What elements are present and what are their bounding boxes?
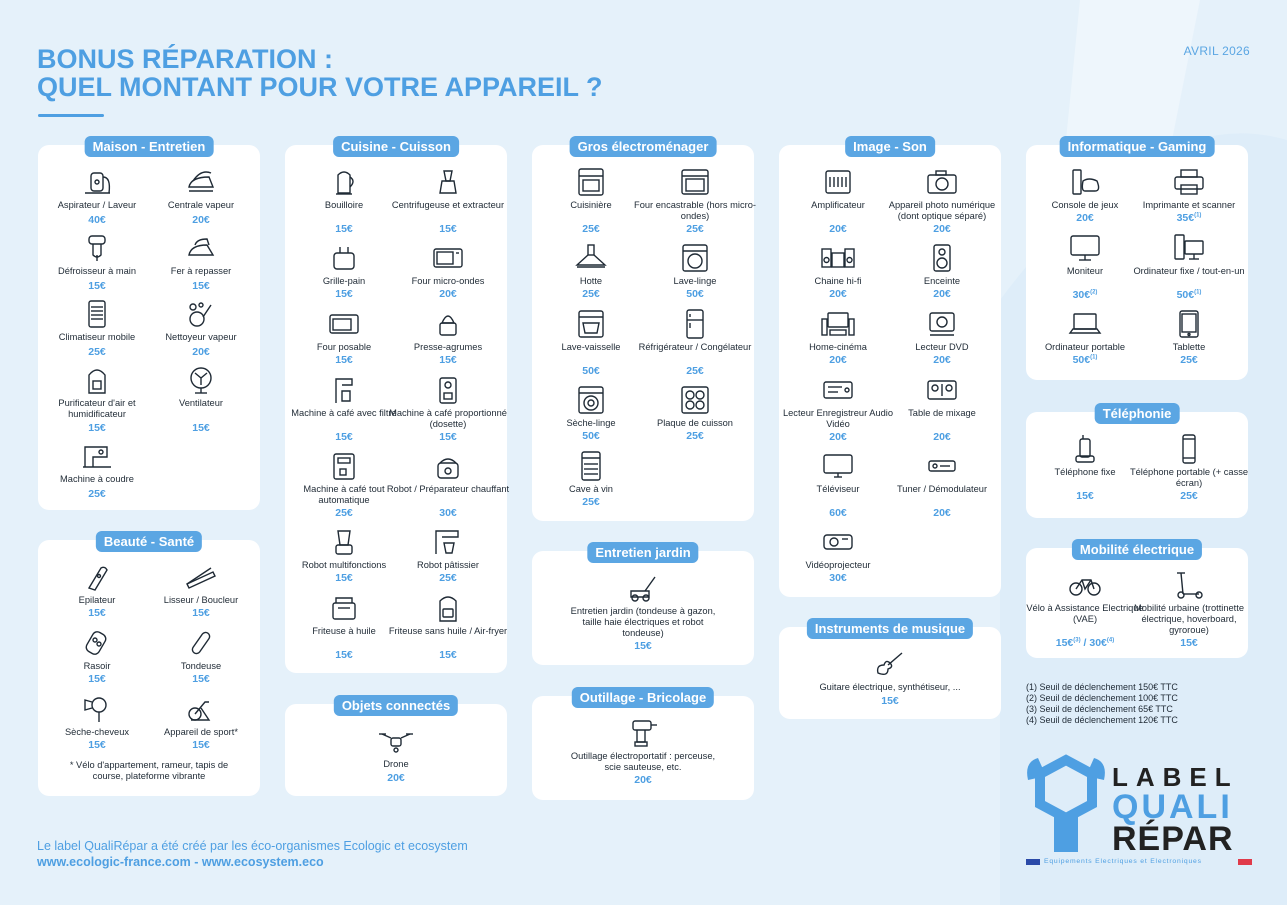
- mini-oven-icon: [324, 309, 364, 339]
- amount-with-footnote: 50€$^{(1)}$: [1176, 289, 1202, 301]
- card-outillage-bricolage: [532, 690, 754, 800]
- logo-word-quali: QUALI: [1112, 788, 1233, 826]
- logo-mark-icon: [1024, 752, 1108, 856]
- page-title: BONUS RÉPARATION :: [37, 44, 333, 74]
- title-underline: [38, 114, 104, 117]
- recorder-icon: [818, 375, 858, 405]
- air-purifier-icon: [77, 365, 117, 395]
- logo-word-label: LABEL: [1112, 762, 1239, 792]
- section-title: Instruments de musique: [807, 618, 973, 639]
- item-lisseur: Lisseur / Boucleur 15€: [139, 562, 263, 606]
- item-micro-ondes: Four micro-ondes 20€: [386, 243, 510, 287]
- item-seche-cheveux: Sèche-cheveux 15€: [35, 694, 159, 738]
- footnote-line: (2) Seuil de déclenchement 100€ TTC: [1026, 693, 1178, 703]
- item-chaine-hifi: Chaine hi-fi 20€: [776, 243, 900, 287]
- section-title: Informatique - Gaming: [1060, 136, 1215, 157]
- laptop-icon: [1065, 309, 1105, 339]
- amount-with-footnote: 50€$^{(1)}$: [1072, 354, 1098, 366]
- item-mobilite-urbaine: Mobilité urbaine (trottinette électrique, hoverboard, gyroroue) 15€: [1127, 570, 1251, 635]
- game-console-icon: [1065, 167, 1105, 197]
- item-outillage: Outillage électroportatif : perceuse, scie sauteuse, etc. 20€: [568, 718, 718, 773]
- item-epilateur: Epilateur 15€: [35, 562, 159, 606]
- item-centrifugeuse: Centrifugeuse et extracteur 15€: [386, 167, 510, 211]
- microwave-icon: [428, 243, 468, 273]
- section-title: Image - Son: [845, 136, 935, 157]
- item-imprimante: Imprimante et scanner 35€$^{(1)}$: [1127, 167, 1251, 211]
- item-ventilateur: Ventilateur 15€: [139, 365, 263, 409]
- card-instruments-musique: [779, 621, 1001, 719]
- card-gros-electromenager: [532, 139, 756, 521]
- hifi-icon: [818, 243, 858, 273]
- item-tondeuse: Tondeuse 15€: [139, 628, 263, 672]
- speaker-icon: [922, 243, 962, 273]
- footnote-line: (4) Seuil de déclenchement 120€ TTC: [1026, 715, 1178, 725]
- footer-credit: Le label QualiRépar a été créé par les éco-organismes Ecologic et ecosystem: [37, 839, 468, 853]
- item-aspirateur: Aspirateur / Laveur 40€: [35, 167, 159, 211]
- home-cinema-icon: [818, 309, 858, 339]
- item-air-fryer: Friteuse sans huile / Air-fryer 15€: [386, 593, 510, 637]
- scooter-icon: [1169, 570, 1209, 600]
- item-climatiseur: Climatiseur mobile 25€: [35, 299, 159, 343]
- washing-machine-icon: [675, 243, 715, 273]
- logo-subtitle: Equipements Electriques et Electroniques: [1044, 858, 1202, 865]
- air-conditioner-icon: [77, 299, 117, 329]
- item-telephone-fixe: Téléphone fixe 15€: [1023, 434, 1147, 478]
- card-entretien-jardin: [532, 545, 754, 665]
- tuner-icon: [922, 451, 962, 481]
- dishwasher-icon: [571, 309, 611, 339]
- hob-icon: [675, 385, 715, 415]
- item-cave-vin: Cave à vin 25€: [529, 451, 653, 495]
- qualirepar-logo: [1024, 752, 1254, 872]
- footnote-line: (3) Seuil de déclenchement 65€ TTC: [1026, 704, 1173, 714]
- card-beaute-sante: [38, 534, 260, 796]
- section-title: Outillage - Bricolage: [572, 687, 714, 708]
- item-four-posable: Four posable 15€: [282, 309, 406, 353]
- vacuum-icon: [77, 167, 117, 197]
- item-robot-multifonctions: Robot multifonctions 15€: [282, 527, 406, 571]
- juicer-icon: [428, 167, 468, 197]
- item-vae: Vélo à Assistance Electrique (VAE) 15€$^{(3)}$ / 30€$^{(4)}$: [1023, 570, 1147, 625]
- item-fer-repasser: Fer à repasser 15€: [139, 233, 263, 277]
- espresso-machine-icon: [324, 451, 364, 481]
- section-title: Objets connectés: [334, 695, 458, 716]
- item-videoprojecteur: Vidéoprojecteur 30€: [776, 527, 900, 571]
- monitor-icon: [1065, 233, 1105, 263]
- desktop-icon: [1169, 233, 1209, 263]
- item-tuner: Tuner / Démodulateur 20€: [880, 451, 1004, 495]
- section-title: Gros électroménager: [570, 136, 717, 157]
- hood-icon: [571, 243, 611, 273]
- section-title: Téléphonie: [1095, 403, 1180, 424]
- steam-iron-icon: [181, 167, 221, 197]
- sport-footnote: * Vélo d'appartement, rameur, tapis de course, plateforme vibrante: [69, 760, 229, 781]
- drone-icon: [376, 726, 416, 756]
- item-enceinte: Enceinte 20€: [880, 243, 1004, 287]
- mixer-icon: [922, 375, 962, 405]
- item-guitare: Guitare électrique, synthétiseur, ... 15€: [805, 649, 975, 693]
- air-fryer-icon: [428, 593, 468, 623]
- item-centrale-vapeur: Centrale vapeur 20€: [139, 167, 263, 211]
- card-telephonie: [1026, 406, 1249, 518]
- item-nettoyeur-vapeur: Nettoyeur vapeur 20€: [139, 299, 263, 343]
- epilator-icon: [77, 562, 117, 592]
- item-home-cinema: Home-cinéma 20€: [776, 309, 900, 353]
- item-robot-patissier: Robot pâtissier 25€: [386, 527, 510, 571]
- garment-steamer-icon: [77, 233, 117, 263]
- section-title: Beauté - Santé: [96, 531, 202, 552]
- item-bouilloire: Bouilloire 15€: [282, 167, 406, 211]
- amount-with-footnote: 35€$^{(1)}$: [1176, 212, 1202, 224]
- tablet-icon: [1169, 309, 1209, 339]
- shaver-icon: [77, 628, 117, 658]
- threshold-footnotes: [1026, 682, 1178, 726]
- exercise-bike-icon: [181, 694, 221, 724]
- item-robot-chauffant: Robot / Préparateur chauffant 30€: [386, 451, 510, 495]
- logo-word-repar: RÉPAR: [1112, 820, 1234, 858]
- sewing-machine-icon: [77, 441, 117, 471]
- hair-dryer-icon: [77, 694, 117, 724]
- amplifier-icon: [818, 167, 858, 197]
- item-amplificateur: Amplificateur 20€: [776, 167, 900, 211]
- section-title: Entretien jardin: [587, 542, 698, 563]
- card-cuisine-cuisson: [285, 139, 510, 673]
- item-cafe-auto: Machine à café tout automatique 25€: [282, 451, 406, 506]
- dvd-player-icon: [922, 309, 962, 339]
- card-objets-connectes: [285, 698, 507, 796]
- built-in-oven-icon: [675, 167, 715, 197]
- item-plaque-cuisson: Plaque de cuisson 25€: [633, 385, 757, 429]
- kettle-icon: [324, 167, 364, 197]
- page-subtitle: QUEL MONTANT POUR VOTRE APPAREIL ?: [37, 72, 603, 102]
- item-telephone-portable: Téléphone portable (+ casse écran) 25€: [1127, 434, 1251, 489]
- steam-cleaner-icon: [181, 299, 221, 329]
- iron-icon: [181, 233, 221, 263]
- pod-coffee-icon: [428, 375, 468, 405]
- citrus-press-icon: [428, 309, 468, 339]
- item-lecteur-enregistreur: Lecteur Enregistreur Audio Vidéo 20€: [776, 375, 900, 430]
- printer-icon: [1169, 167, 1209, 197]
- cooking-robot-icon: [428, 451, 468, 481]
- item-drone: Drone 20€: [334, 726, 458, 770]
- item-lave-linge: Lave-linge 50€: [633, 243, 757, 287]
- item-ordinateur-portable: Ordinateur portable 50€$^{(1)}$: [1023, 309, 1147, 353]
- projector-icon: [818, 527, 858, 557]
- item-friteuse: Friteuse à huile 15€: [282, 593, 406, 637]
- item-hotte: Hotte 25€: [529, 243, 653, 287]
- landline-phone-icon: [1065, 434, 1105, 464]
- item-machine-coudre: Machine à coudre 25€: [35, 441, 159, 485]
- publication-date: AVRIL 2026: [1183, 44, 1250, 58]
- fr-flag-icon: [1238, 859, 1252, 865]
- card-informatique-gaming: [1026, 139, 1248, 380]
- dryer-icon: [571, 385, 611, 415]
- eu-flag-icon: [1026, 859, 1040, 865]
- lawn-mower-icon: [623, 573, 663, 603]
- item-purificateur: Purificateur d'air et humidificateur 15€: [35, 365, 159, 420]
- deep-fryer-icon: [324, 593, 364, 623]
- item-appareil-sport: Appareil de sport* 15€: [139, 694, 263, 738]
- item-refrigerateur: Réfrigérateur / Congélateur 25€: [633, 309, 757, 353]
- cooker-icon: [571, 167, 611, 197]
- item-presse-agrumes: Presse-agrumes 15€: [386, 309, 510, 353]
- hair-straightener-icon: [181, 562, 221, 592]
- item-moniteur: Moniteur 30€$^{(2)}$: [1023, 233, 1147, 277]
- amount-with-footnote: 15€$^{(3)}$ / 30€$^{(4)}$: [1055, 637, 1115, 649]
- footer-links: www.ecologic-france.com - www.ecosystem.eco: [37, 855, 324, 869]
- section-title: Maison - Entretien: [85, 136, 214, 157]
- item-ordinateur-fixe: Ordinateur fixe / tout-en-un 50€$^{(1)}$: [1127, 233, 1251, 277]
- item-entretien-jardin: Entretien jardin (tondeuse à gazon, taille haie électriques et robot tondeuse) 15€: [563, 573, 723, 638]
- drill-icon: [623, 718, 663, 748]
- item-cafe-filtre: Machine à café avec filtre 15€: [282, 375, 406, 419]
- filter-coffee-icon: [324, 375, 364, 405]
- item-lecteur-dvd: Lecteur DVD 20€: [880, 309, 1004, 353]
- fan-icon: [181, 365, 221, 395]
- item-defroisseur: Défroisseur à main 15€: [35, 233, 159, 277]
- item-cuisiniere: Cuisinière 25€: [529, 167, 653, 211]
- card-maison-entretien: [38, 139, 260, 510]
- item-cafe-dosette: Machine à café proportionné (dosette) 15€: [386, 375, 510, 430]
- item-rasoir: Rasoir 15€: [35, 628, 159, 672]
- item-seche-linge: Sèche-linge 50€: [529, 385, 653, 429]
- item-lave-vaisselle: Lave-vaisselle 50€: [529, 309, 653, 353]
- card-mobilite-electrique: [1026, 542, 1248, 658]
- amount-with-footnote: 30€$^{(2)}$: [1072, 289, 1098, 301]
- item-televiseur: Téléviseur 60€: [776, 451, 900, 495]
- stand-mixer-icon: [428, 527, 468, 557]
- item-appareil-photo: Appareil photo numérique (dont optique séparé) 20€: [880, 167, 1004, 222]
- wine-cellar-icon: [571, 451, 611, 481]
- food-processor-icon: [324, 527, 364, 557]
- section-title: Mobilité électrique: [1072, 539, 1202, 560]
- toaster-icon: [324, 243, 364, 273]
- smartphone-icon: [1169, 434, 1209, 464]
- item-grille-pain: Grille-pain 15€: [282, 243, 406, 287]
- footnote-line: (1) Seuil de déclenchement 150€ TTC: [1026, 682, 1178, 692]
- camera-icon: [922, 167, 962, 197]
- item-console-jeux: Console de jeux 20€: [1023, 167, 1147, 211]
- tv-icon: [818, 451, 858, 481]
- trimmer-icon: [181, 628, 221, 658]
- ebike-icon: [1065, 570, 1105, 600]
- item-table-mixage: Table de mixage 20€: [880, 375, 1004, 419]
- fridge-icon: [675, 309, 715, 339]
- card-image-son: [779, 139, 1001, 597]
- section-title: Cuisine - Cuisson: [333, 136, 459, 157]
- item-four-encastrable: Four encastrable (hors micro-ondes) 25€: [633, 167, 757, 222]
- guitar-icon: [870, 649, 910, 679]
- item-tablette: Tablette 25€: [1127, 309, 1251, 353]
